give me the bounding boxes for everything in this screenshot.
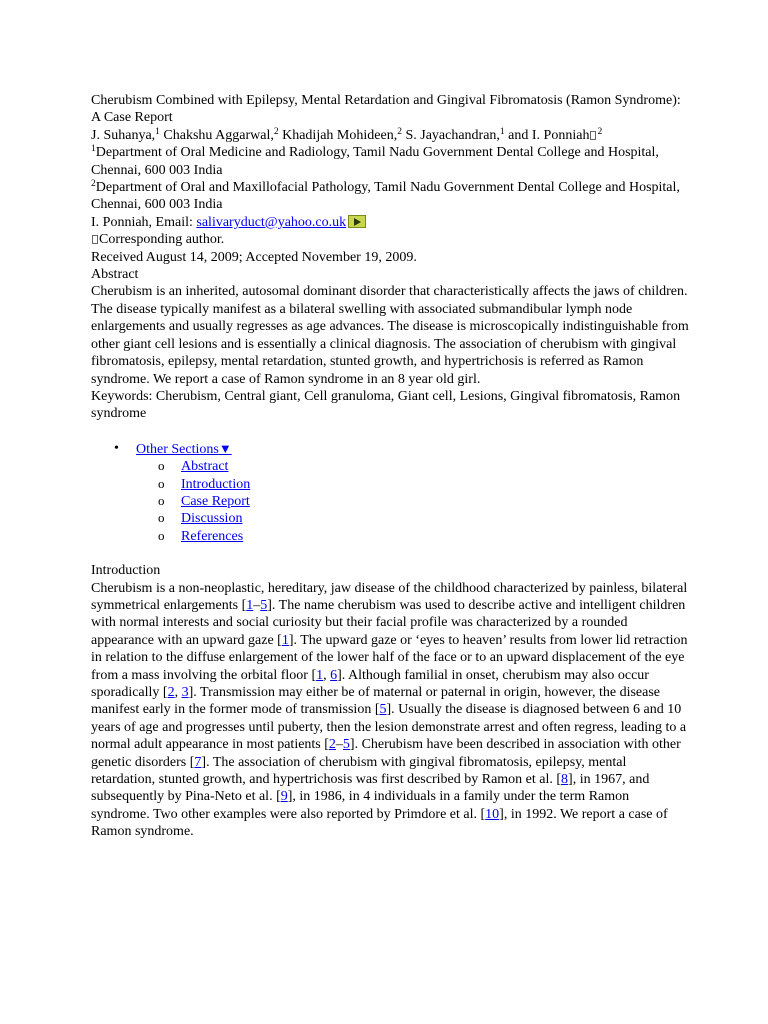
corresponding-text: Corresponding author. bbox=[99, 232, 225, 248]
citation-link[interactable]: 10 bbox=[485, 806, 500, 822]
affiliation bbox=[91, 179, 691, 214]
author-affiliation-mark: 1 bbox=[499, 126, 505, 137]
introduction-text-run: , bbox=[174, 685, 182, 700]
citation-link[interactable]: 1 bbox=[281, 632, 289, 648]
introduction-text-run: – bbox=[335, 737, 343, 753]
introduction-heading: Introduction bbox=[91, 563, 161, 579]
introduction-text-run: ]. The name cherubism was used to describe active and intelligent children with normal interests and social curiosity but their facial profile was characterized by a rounded appearance with an upward gaze [ bbox=[91, 597, 686, 648]
section-link-introduction[interactable]: Introduction bbox=[181, 476, 251, 492]
affiliation-text: Department of Oral and Maxillofacial Pathology, Tamil Nadu Government Dental College and Hospital, Chennai, 600 003 India bbox=[91, 180, 680, 213]
section-link-item bbox=[91, 493, 691, 510]
section-link-item bbox=[91, 510, 691, 527]
author-affiliation-mark: 2 bbox=[273, 126, 279, 137]
introduction-text-run: , bbox=[323, 667, 331, 683]
other-sections-nav bbox=[91, 440, 691, 458]
missing-glyph-icon bbox=[92, 235, 98, 244]
introduction-text-run: ]. The upward gaze or ‘eyes to heaven’ results from lower lid retraction in relation to the diffuse enlargement of the lower half of the face or to an upward displacement of the eye from a mass involving the orbital floor [ bbox=[91, 632, 688, 683]
introduction-text-run: ]. Although familial in onset, cherubism may also occur sporadically [ bbox=[91, 667, 649, 700]
citation-link[interactable]: 9 bbox=[280, 789, 288, 805]
introduction-text-run: ]. Usually the disease is diagnosed between 6 and 10 years of age and progresses until puberty, then the lesion demonstrate arrest and often regress, leading to a normal adult appearance in most patients [ bbox=[91, 702, 687, 753]
citation-link[interactable]: 2 bbox=[328, 737, 336, 753]
email-line bbox=[91, 214, 691, 231]
section-link-abstract[interactable]: Abstract bbox=[181, 459, 229, 475]
spacer bbox=[91, 423, 691, 440]
citation-link[interactable]: 5 bbox=[379, 702, 387, 718]
citation-link[interactable]: 5 bbox=[342, 737, 350, 753]
author: J. Suhanya, bbox=[91, 127, 156, 143]
section-link-item bbox=[91, 476, 691, 493]
introduction-text-run: ], in 1992. We report a case of Ramon syndrome. bbox=[91, 806, 668, 840]
dropdown-triangle-icon[interactable]: ▼ bbox=[218, 440, 232, 456]
introduction-text-run: ]. Transmission may either be of maternal or paternal in origin, however, the disease manifest early in the former mode of transmission [ bbox=[91, 685, 661, 718]
email-label: I. Ponniah, Email: bbox=[91, 214, 197, 230]
introduction-text-run: ]. The association of cherubism with gingival fibromatosis, epilepsy, mental retardation, stunted growth, and hypertrichosis was first described by Ramon et al. [ bbox=[91, 754, 627, 788]
citation-link[interactable]: 2 bbox=[167, 685, 175, 700]
author: and I. Ponniah bbox=[504, 127, 590, 143]
author: S. Jayachandran, bbox=[401, 127, 500, 143]
other-sections-toggle bbox=[91, 440, 691, 458]
affiliation-number: 1 bbox=[91, 144, 96, 155]
author-affiliation-mark: 1 bbox=[155, 126, 160, 137]
abstract-text: Cherubism is an inherited, autosomal dominant disorder that characteristically affects the jaws of children. The disease typically manifest as a bilateral swelling with associated submandibular lymph node enlargements and usually regresses as age advances. The disease is microscopically indistinguishable from other giant cell lesions and is essentially a clinical diagnosis. The association of cherubism with gingival fibromatosis, epilepsy, mental retardation, stunted growth, and hypertrichosis is referred as Ramon syndrome. We report a case of Ramon syndrome in an 8 year old girl. bbox=[91, 284, 689, 387]
author: Chakshu Aggarwal, bbox=[159, 127, 274, 143]
article-page bbox=[91, 92, 691, 841]
section-link-references[interactable]: References bbox=[181, 528, 244, 544]
affiliation bbox=[91, 144, 691, 179]
received-dates: Received August 14, 2009; Accepted November 19, 2009. bbox=[91, 249, 417, 265]
affiliation-text: Department of Oral Medicine and Radiology, Tamil Nadu Government Dental College and Hospital, Chennai, 600 003 India bbox=[91, 145, 659, 178]
author-affiliation-mark: 2 bbox=[397, 126, 402, 137]
article-title: Cherubism Combined with Epilepsy, Mental Retardation and Gingival Fibromatosis (Ramon Syndrome): A Case Report bbox=[91, 93, 681, 126]
missing-glyph-icon bbox=[590, 131, 596, 140]
mail-arrow-icon[interactable] bbox=[348, 215, 366, 228]
introduction-text-run: – bbox=[253, 597, 261, 613]
citation-link[interactable]: 5 bbox=[260, 597, 268, 613]
keywords: Keywords: Cherubism, Central giant, Cell granuloma, Giant cell, Lesions, Gingival fibromatosis, Ramon syndrome bbox=[91, 388, 681, 422]
section-link-item bbox=[91, 458, 691, 475]
citation-link[interactable]: 8 bbox=[561, 772, 569, 788]
introduction-text-run: ], in 1967, and subsequently by Pina-Neto et al. [ bbox=[91, 772, 650, 805]
other-sections-link[interactable]: Other Sections bbox=[136, 441, 219, 457]
citation-link[interactable]: 7 bbox=[194, 754, 202, 770]
section-links bbox=[91, 458, 691, 545]
section-link-discussion[interactable]: Discussion bbox=[181, 511, 243, 527]
citation-link[interactable]: 3 bbox=[181, 685, 189, 700]
spacer bbox=[91, 545, 691, 562]
introduction-text-run: ], in 1986, in 4 individuals in a family under the term Ramon syndrome. Two other examples were also reported by Primdore et al. [ bbox=[91, 789, 630, 822]
introduction-text-run: ]. Cherubism have been described in association with other genetic disorders [ bbox=[91, 737, 681, 770]
affiliation-number: 2 bbox=[91, 179, 96, 190]
author-affiliation-mark: 2 bbox=[597, 126, 603, 137]
citation-link[interactable]: 6 bbox=[330, 667, 338, 683]
abstract-heading: Abstract bbox=[91, 267, 139, 283]
introduction-text-run: Cherubism is a non-neoplastic, hereditary, jaw disease of the childhood characterized by painless, bilateral symmetrical enlargements [ bbox=[91, 580, 688, 613]
section-link-case-report[interactable]: Case Report bbox=[181, 493, 250, 509]
citation-link[interactable]: 1 bbox=[316, 667, 324, 683]
email-link[interactable]: salivaryduct@yahoo.co.uk bbox=[196, 214, 347, 230]
section-link-item bbox=[91, 528, 691, 545]
corresponding-note bbox=[91, 231, 691, 248]
citation-link[interactable]: 1 bbox=[246, 597, 254, 613]
author-line bbox=[91, 127, 691, 144]
introduction-text bbox=[91, 580, 691, 841]
author: Khadijah Mohideen, bbox=[278, 127, 398, 143]
